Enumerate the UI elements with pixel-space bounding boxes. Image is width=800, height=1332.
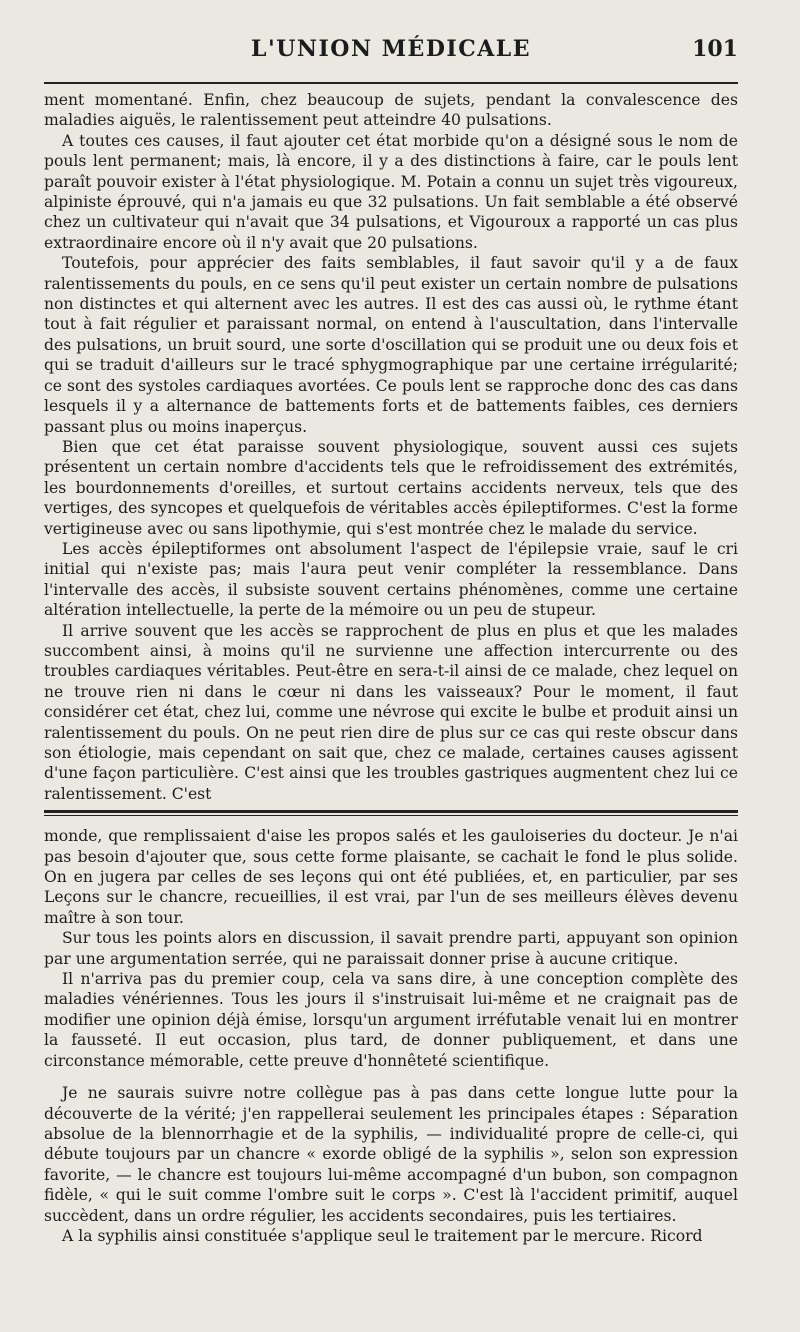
journal-title: L'UNION MÉDICALE	[250, 36, 532, 62]
feuilleton-divider	[44, 810, 738, 816]
paragraph: A toutes ces causes, il faut ajouter cet état morbide qu'on a désigné sous le nom de pouls lent permanent; mais, là encore, il y a des distinctions à faire, car le pouls lent paraît pouvoir exister à l'état physiologique. M. Potain a connu un sujet très vigoureux, alpiniste éprouvé, qui n'a jamais eu que 32 pulsations. Un fait semblable a été observé chez un cultivateur qui n'avait que 34 pulsations, et Vigouroux a rapporté un cas plus extraordinaire encore où il n'y avait que 20 pulsations.	[44, 131, 738, 252]
paragraph: Les accès épileptiformes ont absolument l'aspect de l'épilepsie vraie, sauf le cri initial qui n'existe pas; mais l'aura peut venir compléter la ressemblance. Dans l'intervalle des accès, il subsiste souvent certains phénomènes, comme une certaine altération intellectuelle, la perte de la mémoire ou un peu de stupeur.	[44, 539, 738, 620]
paragraph: ment momentané. Enfin, chez beaucoup de sujets, pendant la convalescence des maladies aiguës, le ralentissement peut atteindre 40 pulsations.	[44, 91, 738, 130]
paragraph: A la syphilis ainsi constituée s'applique seul le traitement par le mercure. Ricord	[62, 1226, 703, 1245]
paragraph: Il n'arriva pas du premier coup, cela va sans dire, à une conception complète des maladies vénériennes. Tous les jours il s'instruisait lui-même et ne craignait pas de modifier une opinion déjà émise, lorsqu'un argument irréfutable venait lui en montrer la fausseté. Il eut occasion, plus tard, de donner publiquement, et dans une circonstance mémorable, cette preuve d'honnêteté scientifique.	[44, 970, 738, 1070]
article-body	[44, 90, 738, 804]
paragraph: Je ne saurais suivre notre collègue pas à pas dans cette longue lutte pour la découverte de la vérité; j'en rappellerai seulement les principales étapes : Séparation absolue de la blennorrhagie et de la syphilis, — individualité propre de celle-ci, qui débute toujours par un chancre « exorde obligé de la syphilis », selon son expression favorite, — le chancre est toujours lui-même accompagné d'un bubon, son compagnon fidèle, « qui le suit comme l'ombre suit le corps ». C'est là l'accident primitif, auquel succèdent, dans un ordre régulier, les accidents secondaires, puis les tertiaires.	[44, 1084, 738, 1225]
paragraph: Il arrive souvent que les accès se rapprochent de plus en plus et que les malades succombent ainsi, à moins qu'il ne survienne une affection intercurrente ou des troubles cardiaques véritables. Peut-être en sera-t-il ainsi de ce malade, chez lequel on ne trouve rien ni dans le cœur ni dans les vaisseaux? Pour le moment, il faut considérer cet état, chez lui, comme une névrose qui excite le bulbe et produit ainsi un ralentissement du pouls. On ne peut rien dire de plus sur ce cas qui reste obscur dans son étiologie, mais cependant on sait que, chez ce malade, certaines causes agissent d'une façon particulière. C'est ainsi que les troubles gastriques augmentent chez lui ce ralentissement. C'est	[44, 621, 738, 803]
page-number: 101	[692, 36, 738, 62]
feuilleton-body	[44, 826, 738, 1246]
paragraph: monde, que remplissaient d'aise les propos salés et les gauloiseries du docteur. Je n'ai pas besoin d'ajouter que, sous cette forme plaisante, se cachait le fond le plus solide. On en jugera par celles de ses leçons qui ont été publiées, et, en particulier, par ses Leçons sur le chancre, recueillies, il est vrai, par l'un de ses meilleurs élèves devenu maître à son tour.	[44, 827, 738, 927]
paragraph: Bien que cet état paraisse souvent physiologique, souvent aussi ces sujets présentent un certain nombre d'accidents tels que le refroidissement des extrémités, les bourdonnements d'oreilles, et surtout certains accidents nerveux, tels que des vertiges, des syncopes et quelquefois de véritables accès épileptiformes. C'est la forme vertigineuse avec ou sans lipothymie, qui s'est montrée chez le malade du service.	[44, 437, 738, 538]
paragraph: Toutefois, pour apprécier des faits semblables, il faut savoir qu'il y a de faux ralentissements du pouls, en ce sens qu'il peut exister un certain nombre de pulsations non distinctes et qui alternent avec les autres. Il est des cas aussi où, le rythme étant tout à fait régulier et paraissant normal, on entend à l'auscultation, dans l'intervalle des pulsations, un bruit sourd, une sorte d'oscillation qui se produit une ou deux fois et qui se traduit d'ailleurs sur le tracé sphygmographique par une certaine irrégularité; ce sont des systoles cardiaques avortées. Ce pouls lent se rapproche donc des cas dans lesquels il y a alternance de battements forts et de battements faibles, ces derniers passant plus ou moins inaperçus.	[44, 254, 738, 436]
header-rule	[44, 82, 738, 84]
paragraph: Sur tous les points alors en discussion, il savait prendre parti, appuyant son opinion par une argumentation serrée, qui ne paraissait donner prise à aucune critique.	[44, 929, 738, 968]
running-header	[44, 30, 738, 66]
